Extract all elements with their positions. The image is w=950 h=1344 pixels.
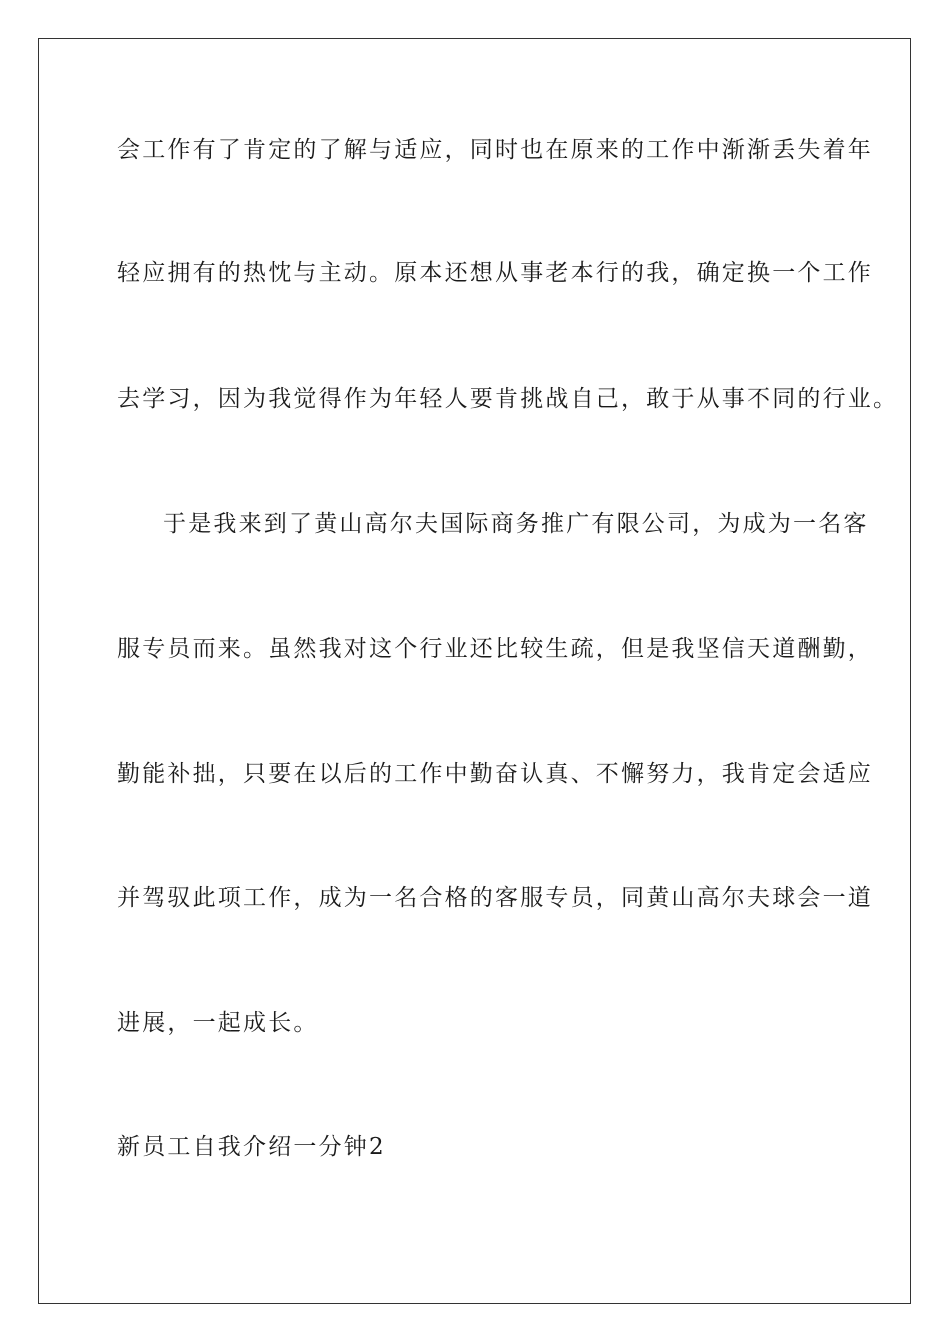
body-text-line: 进展，一起成长。 [117, 1010, 319, 1036]
page-border [38, 38, 911, 1304]
paragraph-first-line: 于是我来到了黄山高尔夫国际商务推广有限公司，为成为一名客 [163, 511, 869, 537]
body-text-line: 轻应拥有的热忱与主动。原本还想从事老本行的我，确定换一个工作 [117, 260, 873, 286]
section-heading: 新员工自我介绍一分钟2 [117, 1134, 386, 1160]
body-text-line: 勤能补拙，只要在以后的工作中勤奋认真、不懈努力，我肯定会适应 [117, 761, 873, 787]
body-text-line: 并驾驭此项工作，成为一名合格的客服专员，同黄山高尔夫球会一道 [117, 885, 873, 911]
body-text-line: 服专员而来。虽然我对这个行业还比较生疏，但是我坚信天道酬勤， [117, 636, 873, 662]
body-text-line: 会工作有了肯定的了解与适应，同时也在原来的工作中渐渐丢失着年 [117, 137, 873, 163]
body-text-line: 去学习，因为我觉得作为年轻人要肯挑战自己，敢于从事不同的行业。 [117, 386, 899, 412]
